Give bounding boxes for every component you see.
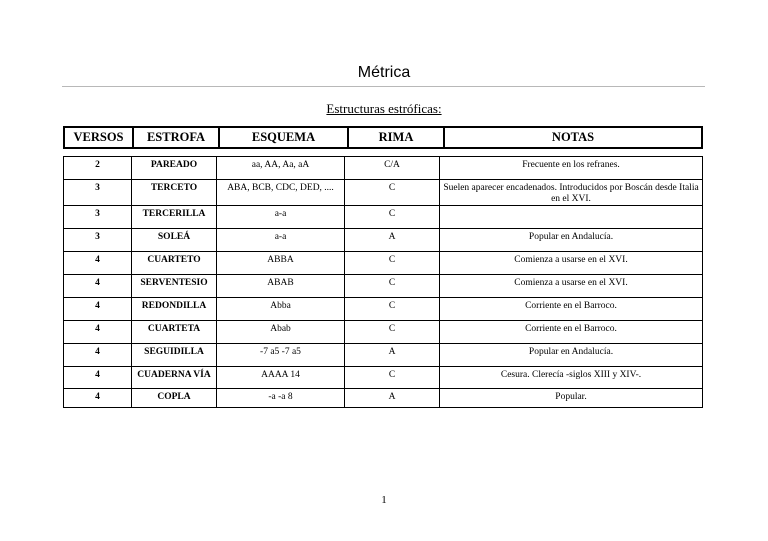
- esquema-cell: AAAA 14: [217, 367, 345, 389]
- notas-cell: Frecuente en los refranes.: [440, 157, 703, 180]
- estrofa-cell: TERCETO: [132, 180, 217, 206]
- notas-cell: Comienza a usarse en el XVI.: [440, 275, 703, 298]
- notas-cell: Corriente en el Barroco.: [440, 298, 703, 321]
- rima-cell: C: [345, 275, 440, 298]
- estrofa-cell: TERCERILLA: [132, 206, 217, 229]
- notas-cell: Cesura. Clerecía -siglos XIII y XIV-.: [440, 367, 703, 389]
- notas-cell: [440, 206, 703, 229]
- estrofa-cell: CUARTETO: [132, 252, 217, 275]
- esquema-cell: ABAB: [217, 275, 345, 298]
- column-header-notas: NOTAS: [444, 127, 702, 148]
- estrofa-cell: SEGUIDILLA: [132, 344, 217, 367]
- esquema-cell: aa, AA, Aa, aA: [217, 157, 345, 180]
- table-row: [64, 367, 703, 389]
- esquema-cell: ABA, BCB, CDC, DED, ....: [217, 180, 345, 206]
- rima-cell: A: [345, 229, 440, 252]
- notas-cell: Popular en Andalucía.: [440, 229, 703, 252]
- estrofa-cell: SERVENTESIO: [132, 275, 217, 298]
- esquema-cell: -a -a 8: [217, 389, 345, 408]
- table-row: [64, 252, 703, 275]
- table-row: [64, 321, 703, 344]
- stanza-table: [63, 156, 703, 408]
- estrofa-cell: REDONDILLA: [132, 298, 217, 321]
- table-row: [64, 157, 703, 180]
- esquema-cell: -7 a5 -7 a5: [217, 344, 345, 367]
- versos-cell: 4: [64, 344, 132, 367]
- table-row: [64, 180, 703, 206]
- versos-cell: 4: [64, 252, 132, 275]
- notas-cell: Comienza a usarse en el XVI.: [440, 252, 703, 275]
- versos-cell: 3: [64, 180, 132, 206]
- rima-cell: C: [345, 367, 440, 389]
- versos-cell: 4: [64, 298, 132, 321]
- rima-cell: C: [345, 252, 440, 275]
- section-subtitle: Estructuras estróficas:: [326, 101, 442, 116]
- versos-cell: 3: [64, 229, 132, 252]
- esquema-cell: Abba: [217, 298, 345, 321]
- rima-cell: A: [345, 344, 440, 367]
- table-row: [64, 298, 703, 321]
- rima-cell: C: [345, 206, 440, 229]
- table-header: [63, 126, 703, 149]
- rima-cell: C: [345, 298, 440, 321]
- rima-cell: C/A: [345, 157, 440, 180]
- rima-cell: C: [345, 180, 440, 206]
- rima-cell: C: [345, 321, 440, 344]
- column-header-rima: RIMA: [348, 127, 444, 148]
- versos-cell: 4: [64, 275, 132, 298]
- versos-cell: 4: [64, 321, 132, 344]
- estrofa-cell: PAREADO: [132, 157, 217, 180]
- table-row: [64, 275, 703, 298]
- notas-cell: Popular.: [440, 389, 703, 408]
- versos-cell: 3: [64, 206, 132, 229]
- estrofa-cell: CUARTETA: [132, 321, 217, 344]
- page-title: Métrica: [357, 64, 411, 81]
- notas-cell: Suelen aparecer encadenados. Introducidos por Boscán desde Italia en el XVI.: [440, 180, 703, 206]
- versos-cell: 2: [64, 157, 132, 180]
- estrofa-cell: COPLA: [132, 389, 217, 408]
- page-number: 1: [381, 494, 387, 506]
- esquema-cell: Abab: [217, 321, 345, 344]
- column-header-versos: VERSOS: [64, 127, 133, 148]
- esquema-cell: ABBA: [217, 252, 345, 275]
- column-header-esquema: ESQUEMA: [219, 127, 348, 148]
- versos-cell: 4: [64, 389, 132, 408]
- table-row: [64, 344, 703, 367]
- estrofa-cell: SOLEÁ: [132, 229, 217, 252]
- estrofa-cell: CUADERNA VÍA: [132, 367, 217, 389]
- esquema-cell: a-a: [217, 229, 345, 252]
- title-divider: [62, 86, 705, 87]
- notas-cell: Corriente en el Barroco.: [440, 321, 703, 344]
- notas-cell: Popular en Andalucía.: [440, 344, 703, 367]
- rima-cell: A: [345, 389, 440, 408]
- esquema-cell: a-a: [217, 206, 345, 229]
- versos-cell: 4: [64, 367, 132, 389]
- table-row: [64, 229, 703, 252]
- table-row: [64, 389, 703, 408]
- table-row: [64, 206, 703, 229]
- column-header-estrofa: ESTROFA: [133, 127, 219, 148]
